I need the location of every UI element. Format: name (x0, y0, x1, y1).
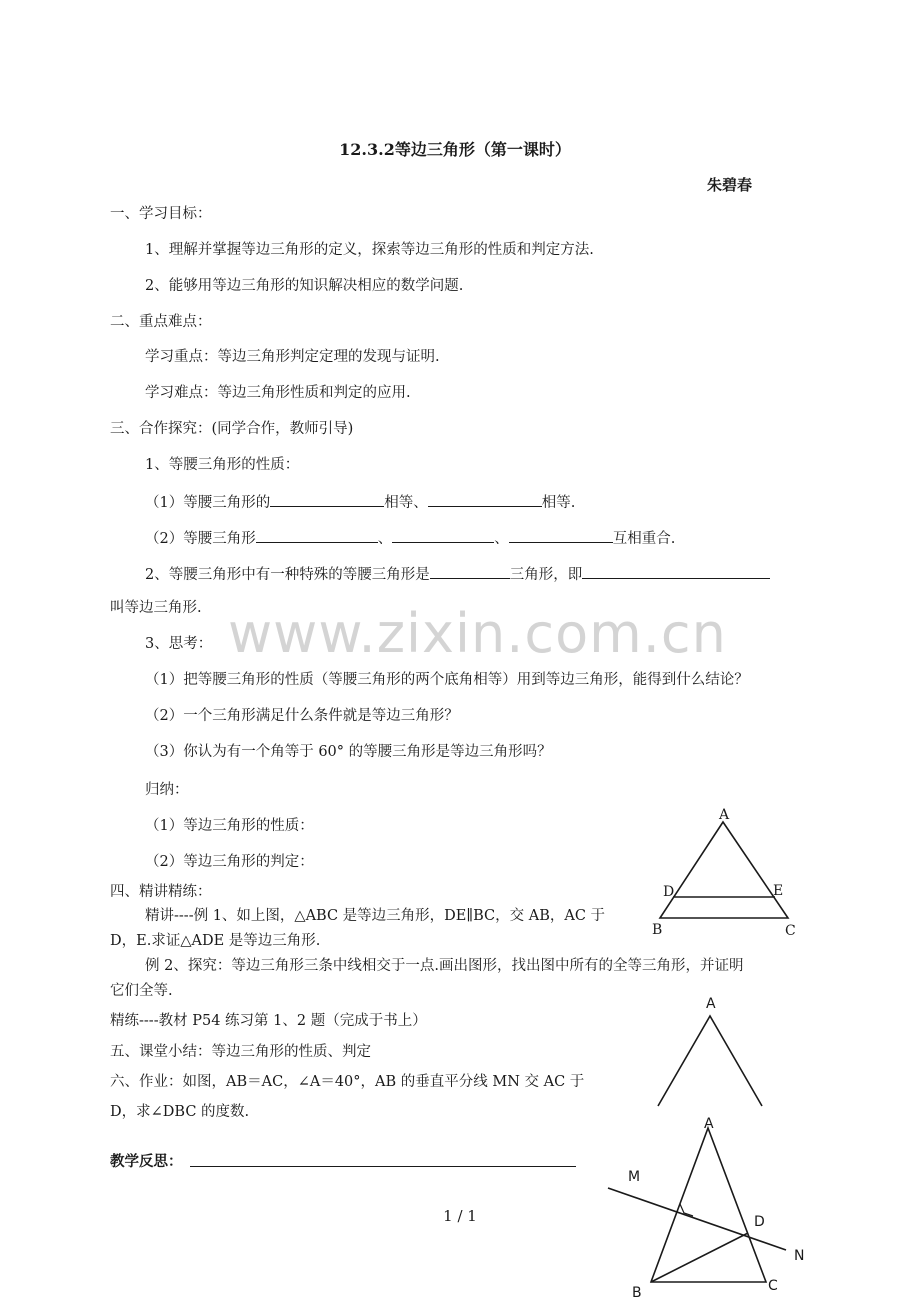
section3-heading: 三、合作探究：(同学合作，教师引导) (110, 421, 354, 437)
fill-blank[interactable] (392, 527, 494, 543)
section4-heading: 四、精讲精练： (110, 884, 212, 900)
label-n: N (794, 1248, 805, 1264)
angle-sides (658, 1016, 762, 1106)
fill-blank[interactable] (256, 527, 378, 543)
question1-b (145, 527, 675, 549)
example2-line2: 它们全等. (110, 983, 173, 999)
segment-bd (651, 1233, 748, 1282)
objective-item-1: 1、理解并掌握等边三角形的定义，探索等边三角形的性质和判定方法. (145, 242, 594, 258)
example1-line1: 精讲----例 1、如上图，△ABC 是等边三角形，DE∥BC，交 AB，AC 于 (145, 908, 606, 924)
reflection-label: 教学反思： (110, 1153, 183, 1170)
fill-blank[interactable] (509, 527, 613, 543)
fill-blank[interactable] (582, 563, 770, 579)
label-c: C (768, 1278, 778, 1294)
fill-blank[interactable] (428, 491, 542, 507)
page-title: 12.3.2等边三角形（第一课时） (339, 140, 571, 159)
objective-item-2: 2、能够用等边三角形的知识解决相应的数学问题. (145, 278, 464, 294)
question2-continued: 叫等边三角形. (110, 600, 202, 616)
q1b-prefix: （2）等腰三角形 (145, 531, 256, 547)
label-b: B (652, 922, 663, 938)
homework-line2: D，求∠DBC 的度数. (110, 1104, 250, 1120)
q1a-suffix: 相等. (541, 495, 576, 511)
label-a: A (706, 996, 716, 1012)
summary-property: （1）等边三角形的性质： (145, 818, 314, 834)
triangle-abc (660, 822, 788, 918)
label-m: M (628, 1169, 641, 1185)
example2-line1: 例 2、探究：等边三角形三条中线相交于一点.画出图形，找出图中所有的全等三角形，并证明 (145, 958, 744, 974)
label-a: A (719, 807, 730, 823)
label-a: A (704, 1116, 714, 1132)
summary-criterion: （2）等边三角形的判定： (145, 854, 314, 870)
question2 (145, 563, 770, 585)
q2-middle: 三角形，即 (509, 567, 583, 583)
label-b: B (632, 1285, 642, 1301)
question1-title: 1、等腰三角形的性质： (145, 457, 300, 473)
think-question-1: （1）把等腰三角形的性质（等腰三角形的两个底角相等）用到等边三角形，能得到什么结论？ (145, 672, 749, 688)
q1b-separator: 、 (494, 531, 509, 547)
section2-heading: 二、重点难点： (110, 314, 212, 330)
q1a-middle: 相等、 (384, 495, 428, 511)
figure-angle-a (650, 990, 780, 1110)
summary-label: 归纳： (145, 782, 189, 798)
section1-heading: 一、学习目标： (110, 206, 212, 222)
think-question-3: （3）你认为有一个角等于 60° 的等腰三角形是等边三角形吗？ (145, 744, 552, 760)
q1b-separator: 、 (377, 531, 393, 547)
author-name: 朱碧春 (707, 176, 753, 194)
fill-blank[interactable] (430, 563, 510, 579)
q1a-prefix: （1）等腰三角形的 (145, 495, 271, 511)
label-c: C (785, 923, 796, 939)
q1b-suffix: 互相重合. (612, 531, 676, 547)
think-question-2: （2）一个三角形满足什么条件就是等边三角形？ (145, 708, 459, 724)
triangle-abc (651, 1128, 766, 1282)
question3-title: 3、思考： (145, 636, 213, 652)
watermark: www.zixin.com.cn (228, 602, 727, 665)
label-d: D (663, 884, 675, 900)
practice-line: 精练----教材 P54 练习第 1、2 题（完成于书上） (110, 1013, 427, 1029)
section5-summary: 五、课堂小结：等边三角形的性质、判定 (110, 1044, 371, 1060)
difficult-point: 学习难点：等边三角形性质和判定的应用. (145, 385, 411, 401)
q2-prefix: 2、等腰三角形中有一种特殊的等腰三角形是 (145, 567, 430, 583)
example1-line2: D，E.求证△ADE 是等边三角形. (110, 933, 321, 949)
label-d: D (754, 1214, 765, 1230)
homework-line1: 六、作业：如图，AB＝AC，∠A＝40°，AB 的垂直平分线 MN 交 AC 于 (110, 1074, 585, 1090)
page-number: 1 / 1 (443, 1207, 477, 1225)
key-point: 学习重点：等边三角形判定定理的发现与证明. (145, 349, 440, 365)
question1-a (145, 491, 575, 513)
fill-blank[interactable] (270, 491, 384, 507)
figure-triangle-ade (640, 800, 810, 940)
reflection-blank[interactable] (190, 1166, 576, 1167)
label-e: E (773, 883, 784, 899)
figure-perpendicular-bisector (600, 1110, 820, 1302)
